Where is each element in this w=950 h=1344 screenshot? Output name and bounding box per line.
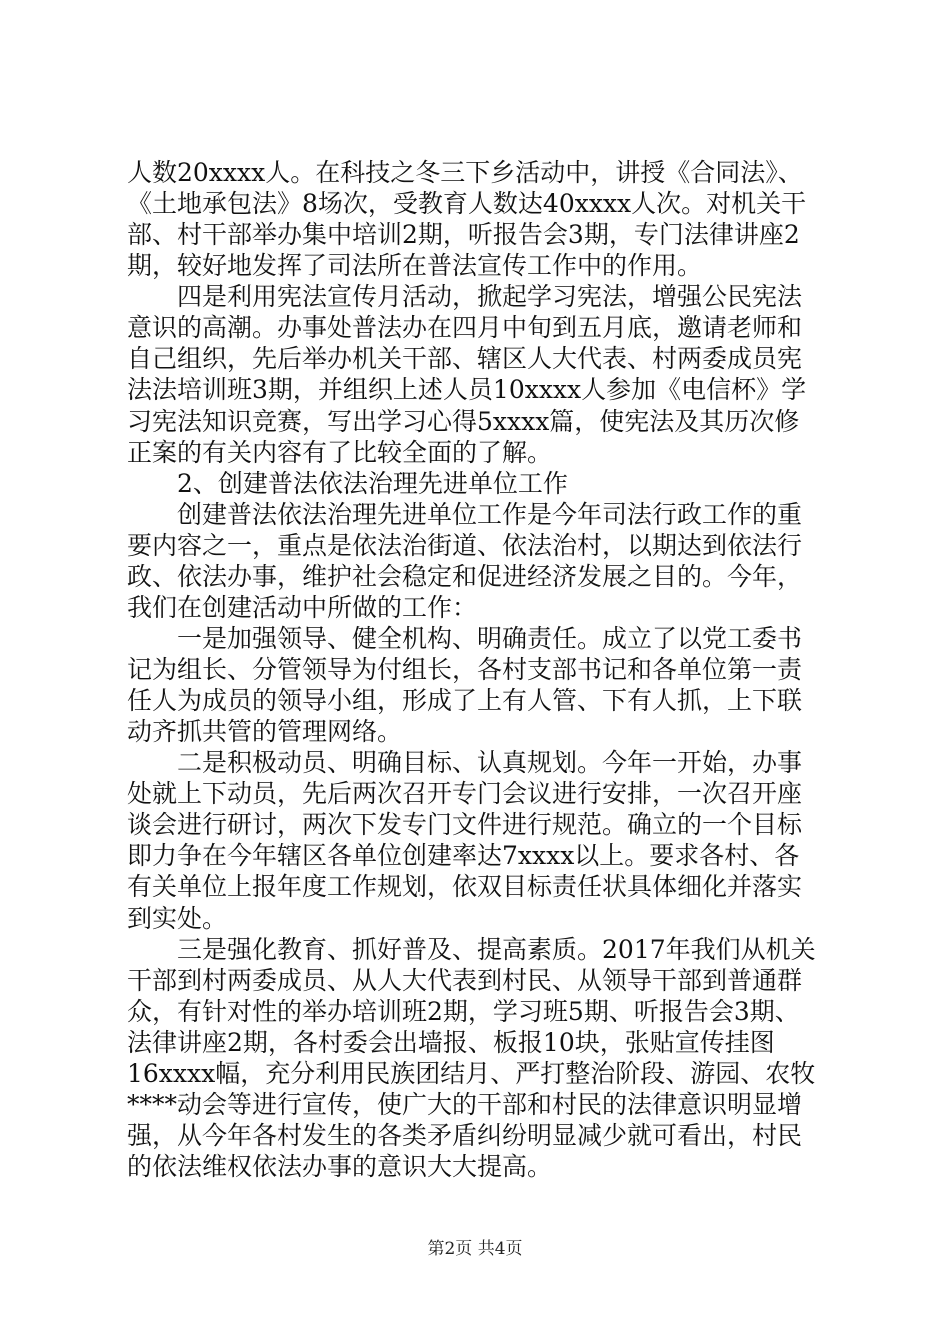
body-line: 自己组织，先后举办机关干部、辖区人大代表、村两委成员宪	[127, 344, 803, 374]
body-line: 法法培训班3期，并组织上述人员10xxxx人参加《电信杯》学	[127, 375, 807, 405]
body-line: 记为组长、分管领导为付组长，各村支部书记和各单位第一责	[127, 655, 803, 684]
body-line: 处就上下动员，先后两次召开专门会议进行安排，一次召开座	[127, 779, 803, 809]
body-line: 意识的高潮。办事处普法办在四月中旬到五月底，邀请老师和	[127, 313, 803, 343]
page-footer: 第2页 共4页	[427, 1239, 523, 1259]
body-line: 干部到村两委成员、从人大代表到村民、从领导干部到普通群	[127, 965, 803, 995]
body-line: 期，较好地发挥了司法所在普法宣传工作中的作用。	[127, 251, 703, 281]
body-line: 动齐抓共管的管理网络。	[127, 717, 403, 747]
body-line: 我们在创建活动中所做的工作：	[127, 592, 478, 622]
body-line: 谈会进行研讨，两次下发专门文件进行规范。确立的一个目标	[127, 810, 803, 840]
body-line: 的依法维权依法办事的意识大大提高。	[127, 1151, 553, 1181]
body-line: 强，从今年各村发生的各类矛盾纠纷明显减少就可看出，村民	[127, 1120, 803, 1150]
body-line: 众，有针对性的举办培训班2期，学习班5期、听报告会3期、	[127, 996, 800, 1026]
body-line: 16xxxx幅，充分利用民族团结月、严打整治阶段、游园、农牧	[127, 1058, 816, 1088]
body-line: 任人为成员的领导小组，形成了上有人管、下有人抓，上下联	[127, 686, 803, 715]
body-line: 政、依法办事，维护社会稳定和促进经济发展之目的。今年，	[127, 561, 803, 591]
section-heading: 2、创建普法依法治理先进单位工作	[127, 468, 568, 498]
body-line: ****动会等进行宣传，使广大的干部和村民的法律意识明显增	[127, 1089, 803, 1119]
body-line: 三是强化教育、抓好普及、提高素质。2017年我们从机关	[127, 934, 816, 964]
body-line: 创建普法依法治理先进单位工作是今年司法行政工作的重	[127, 499, 803, 529]
body-line: 《土地承包法》8场次，受教育人数达40xxxx人次。对机关干	[127, 189, 807, 219]
body-line: 要内容之一，重点是依法治街道、依法治村，以期达到依法行	[127, 530, 803, 560]
body-line: 人数20xxxx人。在科技之冬三下乡活动中，讲授《合同法》、	[127, 158, 803, 187]
body-line: 一是加强领导、健全机构、明确责任。成立了以党工委书	[127, 623, 803, 653]
body-line: 四是利用宪法宣传月活动，掀起学习宪法，增强公民宪法	[127, 282, 803, 312]
body-line: 即力争在今年辖区各单位创建率达7xxxx以上。要求各村、各	[127, 841, 800, 871]
body-line: 法律讲座2期，各村委会出墙报、板报10块，张贴宣传挂图	[127, 1027, 775, 1057]
body-line: 正案的有关内容有了比较全面的了解。	[127, 437, 553, 467]
body-line: 到实处。	[127, 903, 228, 933]
body-line: 习宪法知识竞赛，写出学习心得5xxxx篇，使宪法及其历次修	[127, 406, 800, 436]
body-line: 部、村干部举办集中培训2期，听报告会3期，专门法律讲座2	[127, 220, 800, 250]
body-line: 二是积极动员、明确目标、认真规划。今年一开始，办事	[127, 748, 803, 778]
body-line: 有关单位上报年度工作规划，依双目标责任状具体细化并落实	[127, 872, 803, 902]
